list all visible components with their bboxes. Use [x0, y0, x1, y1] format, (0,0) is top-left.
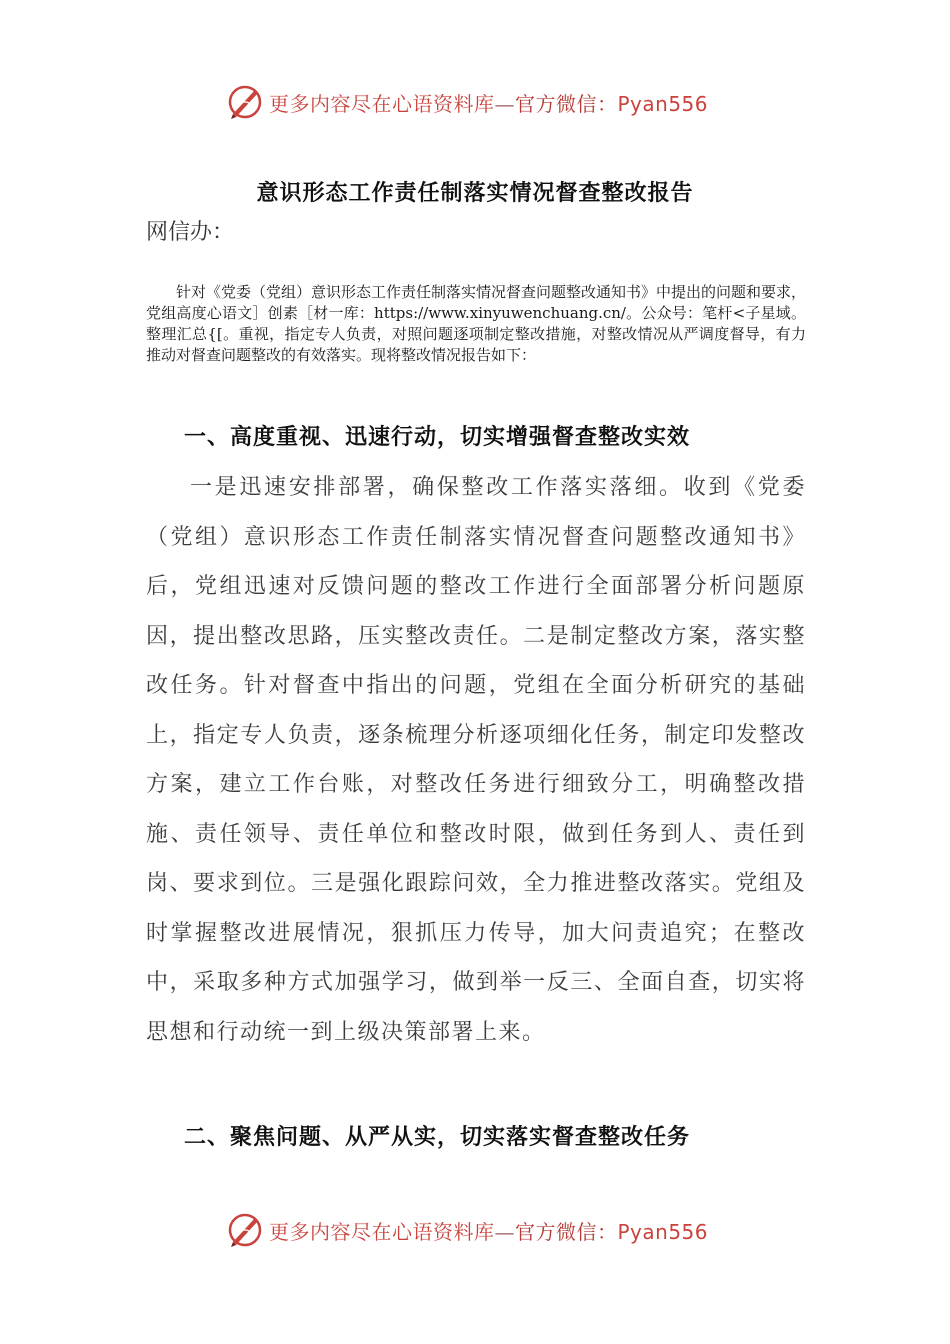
intro-paragraph: 针对《党委（党组）意识形态工作责任制落实情况督查问题整改通知书》中提出的问题和要求，党组高度心语文］创素［材一库：https://www.xinyuwenchuang.cn/。公众号：笔杆<子星域。整理汇总{[。重视，指定专人负责，对照问题逐项制定整改措施，对整改情况从严调度督导，有力推动对督查问题整改的有效落实。现将整改情况报告如下： — [146, 283, 807, 364]
salutation: 网信办： — [146, 220, 235, 245]
section-1-body: 一是迅速安排部署，确保整改工作落实落细。收到《党委（党组）意识形态工作责任制落实情况督查问题整改通知书》后，党组迅速对反馈问题的整改工作进行全面部署分析问题原因，提出整改思路，压实整改责任。二是制定整改方案，落实整改任务。针对督查中指出的问题，党组在全面分析研究的基础上，指定专人负责，逐条梳理分析逐项细化任务，制定印发整改方案，建立工作台账，对整改任务进行细致分工，明确整改措施、责任领导、责任单位和整改时限，做到任务到人、责任到岗、要求到位。三是强化跟踪问效，全力推进整改落实。党组及时掌握整改进展情况，狠抓压力传导，加大问责追究；在整改中，采取多种方式加强学习，做到举一反三、全面自查，切实将思想和行动统一到上级决策部署上来。 — [146, 475, 806, 1045]
pen-logo-icon — [225, 1210, 265, 1250]
banner-text: 更多内容尽在心语资料库—官方微信：Pyan556 — [269, 1219, 709, 1244]
section-heading-2: 二、聚焦问题、从严从实，切实落实督查整改任务 — [184, 1124, 691, 1150]
footer-watermark-banner — [225, 1210, 745, 1250]
document-title: 意识形态工作责任制落实情况督查整改报告 — [256, 180, 694, 206]
banner-text: 更多内容尽在心语资料库—官方微信：Pyan556 — [269, 91, 709, 116]
pen-logo-icon — [225, 82, 265, 122]
header-watermark-banner — [225, 82, 745, 122]
section-heading-1: 一、高度重视、迅速行动，切实增强督查整改实效 — [184, 424, 691, 450]
